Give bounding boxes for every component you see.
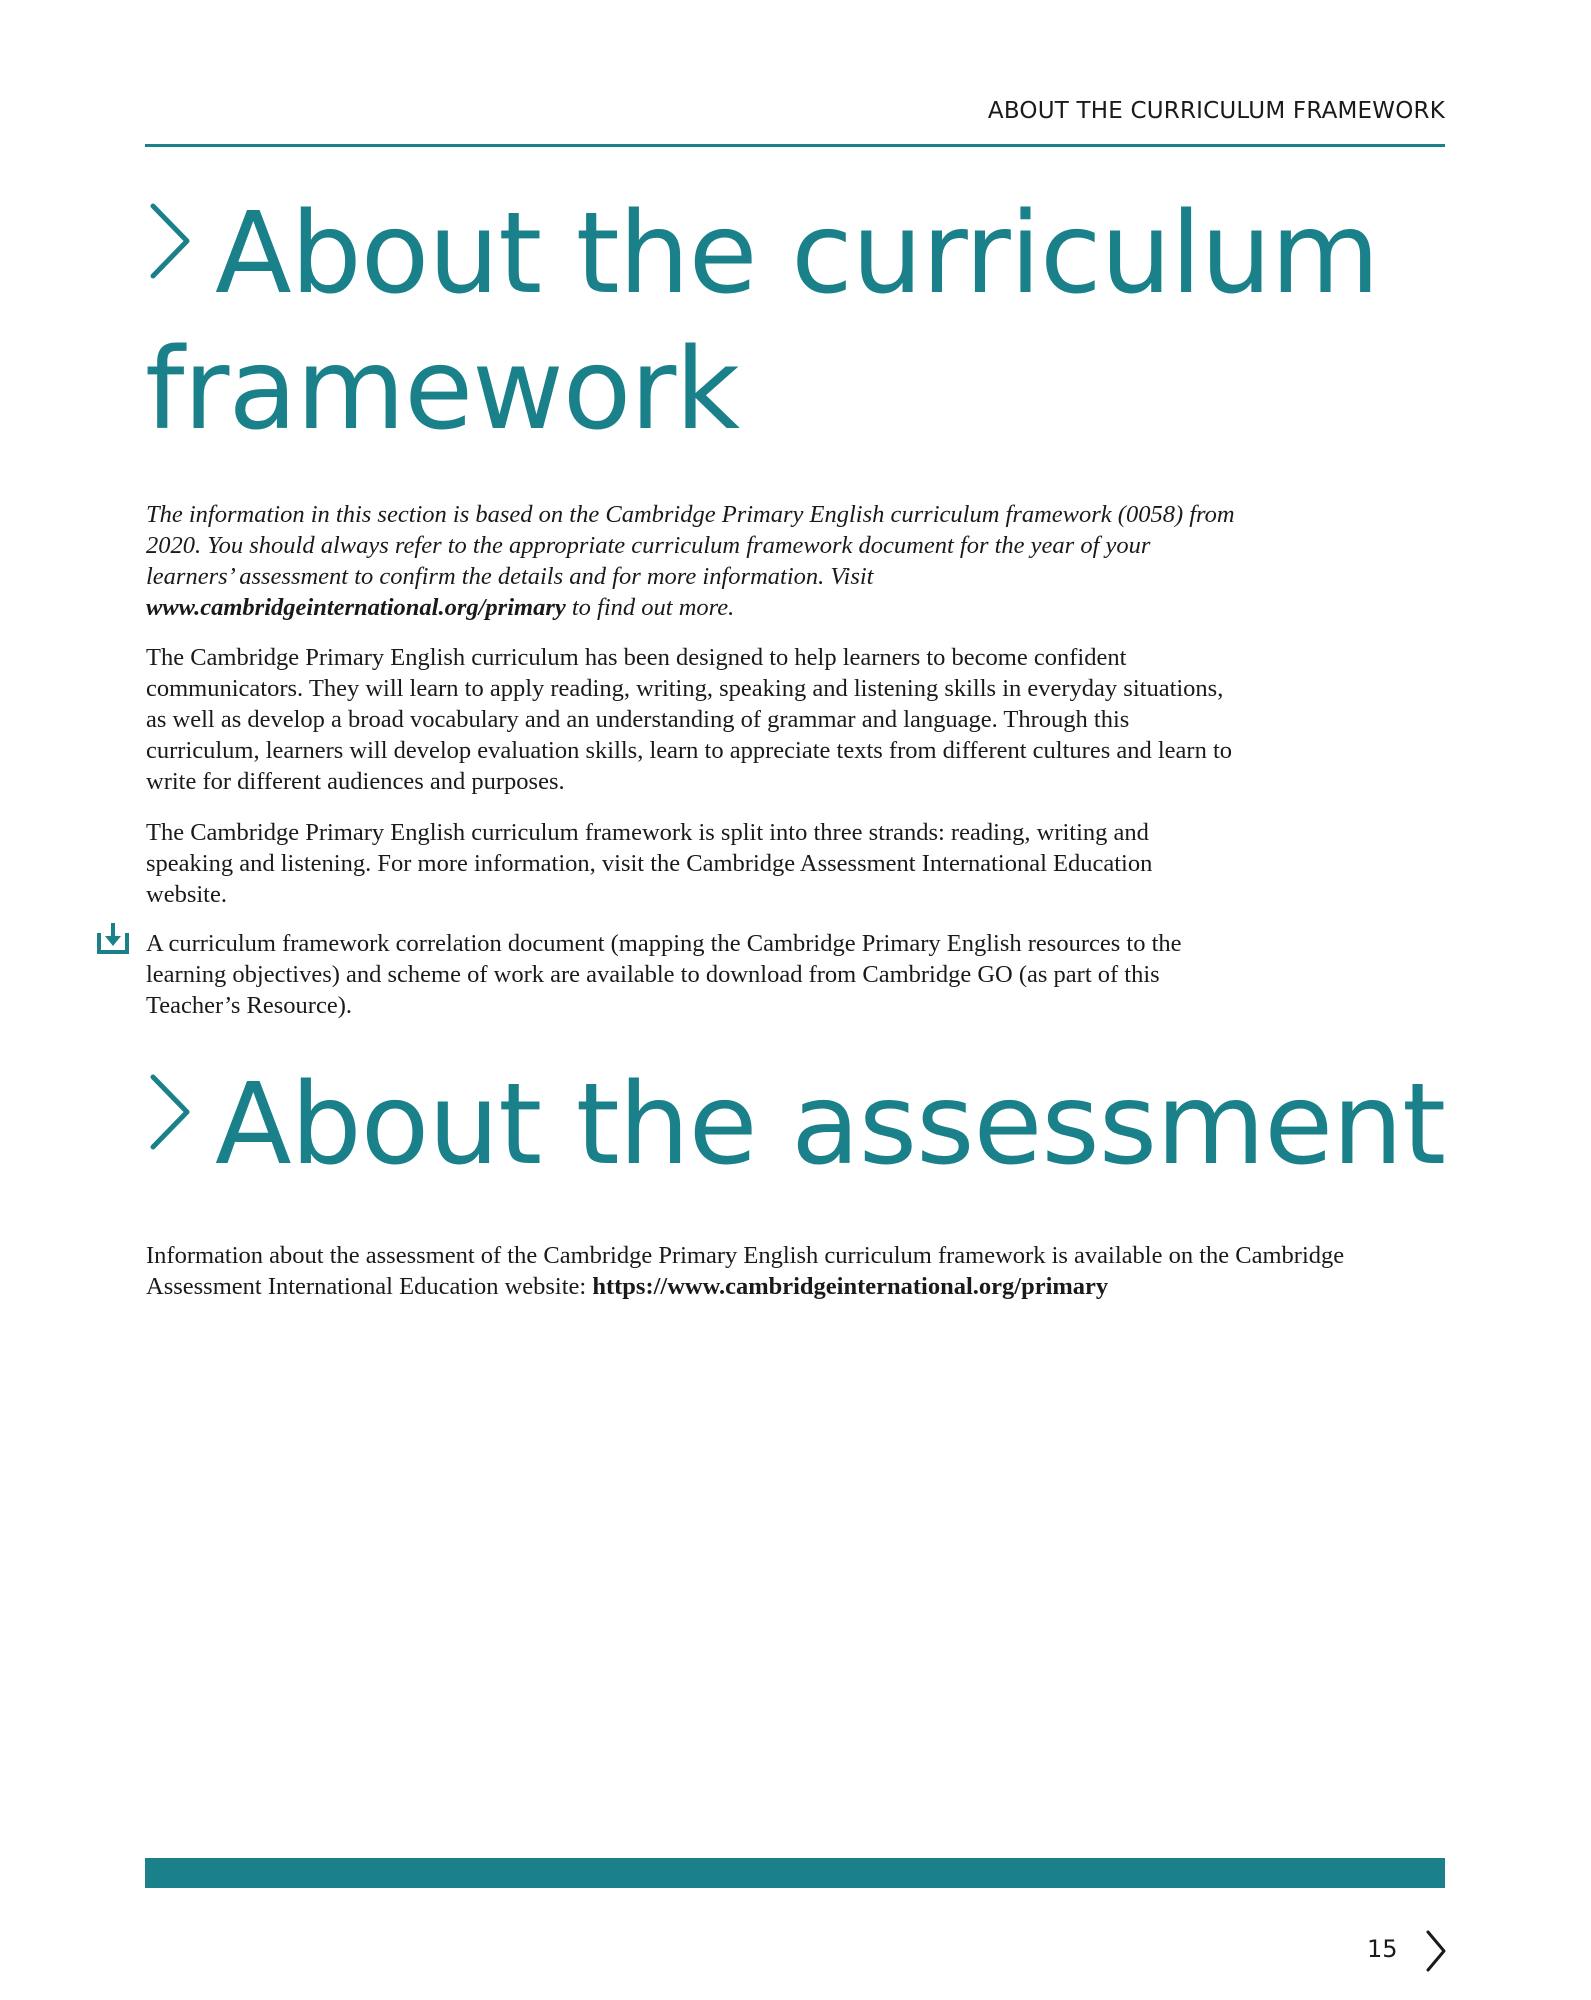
curriculum-link[interactable]: www.cambridgeinternational.org/primary: [146, 594, 566, 621]
paragraph-strands: The Cambridge Primary English curriculum framework is split into three strands: reading, writing and speaking and listening. For more information, visit the Cambridge Assessment International Education website.: [146, 819, 1153, 908]
assessment-text: Information about the assessment of the Cambridge Primary English curriculum framework is available on the Cambridge Assessment International Education website:: [146, 1242, 1345, 1300]
chevron-right-icon[interactable]: [1424, 1928, 1448, 1974]
paragraph-correlation-document: A curriculum framework correlation document (mapping the Cambridge Primary English resources to the learning objectives) and scheme of work are available to download from Cambridge GO (as part of this Teacher’s Resource).: [146, 930, 1182, 1019]
chevron-right-icon: [145, 1057, 193, 1177]
paragraph-curriculum-design: The Cambridge Primary English curriculum has been designed to help learners to become confident communicators. They will learn to apply reading, writing, speaking and listening skills in everyday situations, as well as develop a broad vocabulary and an understanding of grammar and language. Through this curriculum, learners will develop evaluation skills, learn to appreciate texts from different cultures and learn to write for different audiences and purposes.: [146, 644, 1233, 795]
footer-bar: [145, 1858, 1445, 1888]
chevron-right-icon: [145, 186, 193, 306]
download-icon: [96, 921, 130, 955]
intro-text: The information in this section is based on the Cambridge Primary English curriculum framework (0058) from 2020. You should always refer to the appropriate curriculum framework document for the year of your learners’ assessment to confirm the details and for more information. Visit: [146, 501, 1235, 590]
running-head: ABOUT THE CURRICULUM FRAMEWORK: [987, 98, 1445, 124]
assessment-link[interactable]: https://www.cambridgeinternational.org/primary: [592, 1273, 1109, 1300]
intro-text-end: to find out more.: [565, 594, 735, 621]
section-heading-assessment: [145, 1057, 1465, 1193]
header-rule: [145, 144, 1445, 147]
paragraph-assessment: [146, 1240, 1386, 1302]
section-heading-curriculum: [145, 186, 1465, 458]
section-title: About the curriculum framework: [145, 189, 1379, 455]
page-number: 15: [1367, 1935, 1398, 1963]
intro-note: [146, 499, 1236, 623]
section-title: About the assessment: [215, 1060, 1445, 1190]
